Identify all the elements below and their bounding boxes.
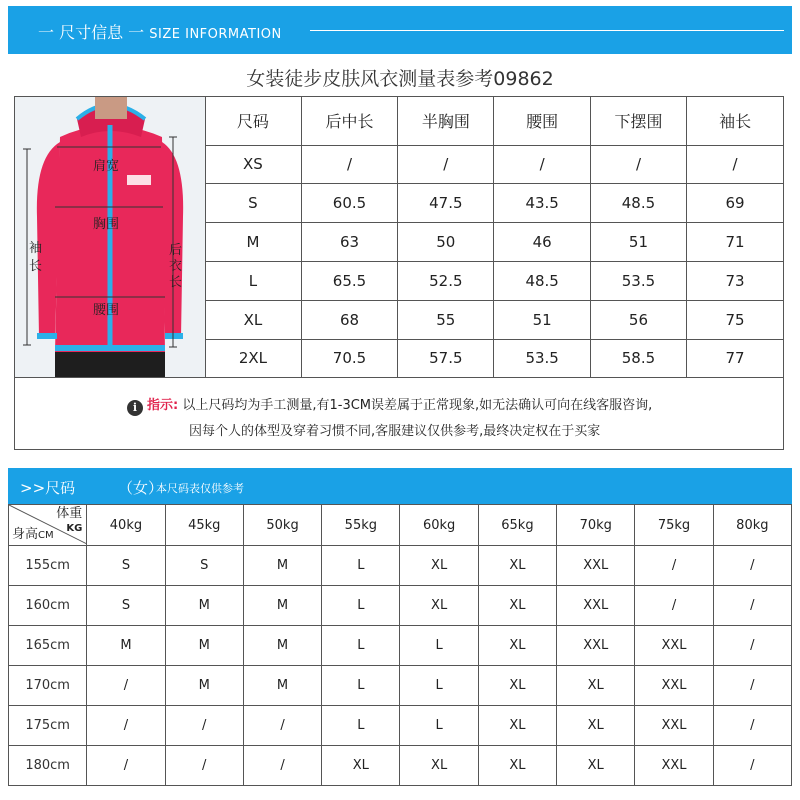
size-cell: XXL [635,706,713,746]
size-row [9,586,792,626]
size-chart-bar [8,468,792,504]
size-cell: XL [478,666,556,706]
size-cell: / [713,626,791,666]
size-cell: XXL [635,746,713,786]
note-text-1: 以上尺码均为手工测量,有1-3CM误差属于正常现象,如无法确认可向在线客服咨询, [182,398,653,413]
size-cell: XL [400,546,478,586]
size-cell: S [165,546,243,586]
size-cell: S [87,546,165,586]
measurement-header-row [205,97,783,145]
measurement-table [205,97,783,377]
corner-cell [9,505,87,546]
size-cell: 2XL [205,339,301,377]
size-cell: L [322,586,400,626]
value-cell: 55 [398,300,494,339]
back-length-label-3: 长 [169,275,183,290]
value-cell: 48.5 [494,262,590,301]
weight-header: 40kg [87,505,165,546]
size-cell: / [165,746,243,786]
size-cell: XL [478,746,556,786]
height-cell: 160cm [9,586,87,626]
col-sleeve: 袖长 [687,97,783,145]
size-chart-title: >>尺码 [20,479,76,497]
col-waist: 腰围 [494,97,590,145]
height-cell: 170cm [9,666,87,706]
size-cell: / [713,666,791,706]
value-cell: / [301,145,397,184]
size-cell: XXL [557,546,635,586]
size-cell: M [165,626,243,666]
size-cell: M [87,626,165,666]
weight-axis-label: 体重 KG [56,506,83,534]
jacket-figure [15,97,206,377]
size-cell: S [87,586,165,626]
weight-header: 75kg [635,505,713,546]
size-cell: M [205,223,301,262]
size-cell: XL [478,706,556,746]
measurement-row [205,339,783,377]
value-cell: 71 [687,223,783,262]
value-cell: / [494,145,590,184]
value-cell: 48.5 [590,184,686,223]
value-cell: 77 [687,339,783,377]
size-cell: XL [478,546,556,586]
size-cell: / [635,586,713,626]
value-cell: 47.5 [398,184,494,223]
size-cell: XL [322,746,400,786]
size-cell: XL [400,586,478,626]
weight-header: 55kg [322,505,400,546]
weight-header: 50kg [243,505,321,546]
size-cell: / [713,746,791,786]
weight-header: 70kg [557,505,635,546]
size-cell: XXL [557,626,635,666]
measurement-note [15,377,783,450]
size-cell: M [243,586,321,626]
size-cell: M [243,666,321,706]
col-back-length: 后中长 [301,97,397,145]
size-cell: XXL [635,666,713,706]
size-cell: XL [478,626,556,666]
value-cell: 53.5 [494,339,590,377]
product-title: 女装徒步皮肤风衣测量表参考09862 [246,68,554,90]
value-cell: 68 [301,300,397,339]
header-title [38,20,282,43]
value-cell: 43.5 [494,184,590,223]
height-cell: 165cm [9,626,87,666]
size-cell: XS [205,145,301,184]
size-cell: L [322,706,400,746]
size-cell: / [713,586,791,626]
value-cell: / [687,145,783,184]
measurement-section [14,96,784,450]
measurement-row [205,145,783,184]
weight-header: 60kg [400,505,478,546]
value-cell: 46 [494,223,590,262]
waist-label: 腰围 [93,303,120,318]
weight-header-row [9,505,792,546]
note-line-1 [127,394,652,416]
size-chart-gender: （女） [118,479,164,497]
size-cell: XL [400,746,478,786]
size-cell: XL [478,586,556,626]
size-cell: / [87,666,165,706]
size-cell: M [243,546,321,586]
size-info-header [8,6,792,54]
size-row [9,706,792,746]
note-label: 指示: [147,398,179,413]
chest-label: 胸围 [93,217,120,232]
size-cell: M [165,586,243,626]
weight-header: 45kg [165,505,243,546]
value-cell: / [398,145,494,184]
col-size: 尺码 [205,97,301,145]
sleeve-label-2: 长 [29,259,43,274]
size-chart-note: 本尺码表仅供参考 [156,482,244,495]
value-cell: 73 [687,262,783,301]
size-cell: / [243,746,321,786]
measurement-row [205,262,783,301]
back-length-label-2: 衣 [169,259,183,274]
size-cell: L [400,706,478,746]
size-recommendation-table [8,504,792,786]
sleeve-label-1: 袖 [29,241,43,256]
value-cell: 56 [590,300,686,339]
header-title-en: SIZE INFORMATION [149,27,282,42]
jacket-illustration [15,97,205,377]
value-cell: 58.5 [590,339,686,377]
size-cell: XL [557,666,635,706]
size-cell: XL [557,706,635,746]
header-divider [310,30,784,31]
note-line-2: 因每个人的体型及穿着习惯不同,客服建议仅供参考,最终决定权在于买家 [189,424,601,439]
size-row [9,626,792,666]
size-cell: XL [205,300,301,339]
size-cell: XL [557,746,635,786]
value-cell: 60.5 [301,184,397,223]
value-cell: 51 [590,223,686,262]
value-cell: 69 [687,184,783,223]
size-cell: / [165,706,243,746]
value-cell: 65.5 [301,262,397,301]
value-cell: 53.5 [590,262,686,301]
value-cell: 51 [494,300,590,339]
value-cell: 52.5 [398,262,494,301]
shoulder-label: 肩宽 [93,159,120,174]
size-row [9,546,792,586]
size-cell: XXL [557,586,635,626]
size-cell: M [165,666,243,706]
size-cell: / [87,706,165,746]
size-row [9,746,792,786]
value-cell: 50 [398,223,494,262]
size-cell: L [205,262,301,301]
col-half-chest: 半胸围 [398,97,494,145]
height-cell: 155cm [9,546,87,586]
size-cell: / [713,546,791,586]
value-cell: 70.5 [301,339,397,377]
measurement-row [205,300,783,339]
value-cell: 63 [301,223,397,262]
size-cell: / [87,746,165,786]
height-cell: 180cm [9,746,87,786]
size-cell: L [322,626,400,666]
size-cell: L [400,626,478,666]
size-cell: L [400,666,478,706]
value-cell: 75 [687,300,783,339]
height-axis-label: 身高CM [12,527,54,542]
value-cell: / [590,145,686,184]
weight-header: 65kg [478,505,556,546]
size-cell: S [205,184,301,223]
size-row [9,666,792,706]
size-cell: XXL [635,626,713,666]
value-cell: 57.5 [398,339,494,377]
size-cell: / [635,546,713,586]
measurement-row [205,223,783,262]
height-cell: 175cm [9,706,87,746]
measurement-row [205,184,783,223]
size-cell: M [243,626,321,666]
header-title-cn: 一 尺寸信息 一 [38,23,145,42]
col-hem: 下摆围 [590,97,686,145]
back-length-label-1: 后 [169,243,183,258]
size-cell: L [322,666,400,706]
size-cell: L [322,546,400,586]
weight-header: 80kg [713,505,791,546]
size-cell: / [243,706,321,746]
size-cell: / [713,706,791,746]
info-icon: i [127,400,143,416]
